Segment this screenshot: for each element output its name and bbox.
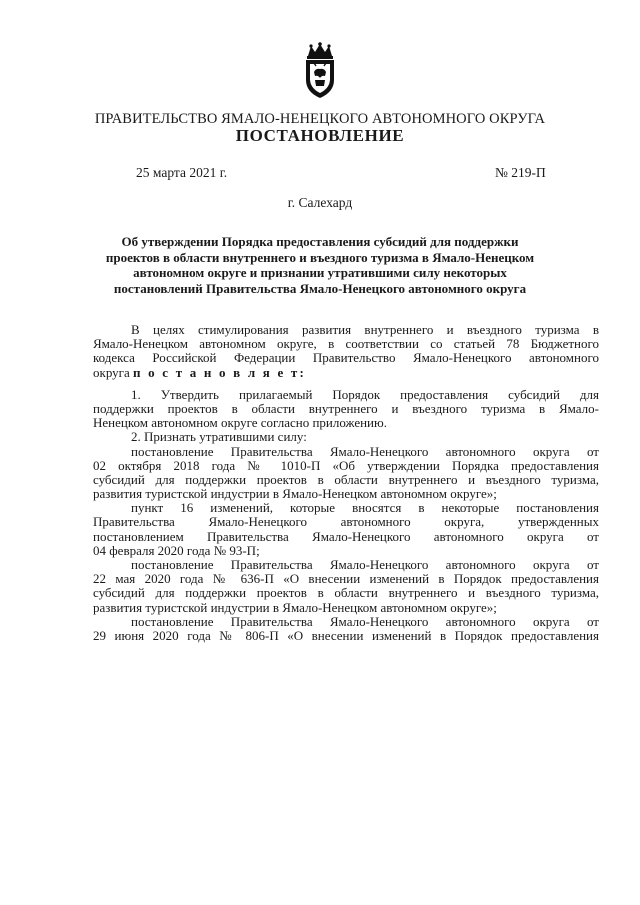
body-line: поддержки проектов в области внутреннего и въездного туризма в Ямало- xyxy=(93,400,599,416)
coat-of-arms-icon xyxy=(300,42,340,100)
document-date: 25 марта 2021 г. xyxy=(136,165,228,180)
heading-line: Об утверждении Порядка предоставления субсидий для поддержки xyxy=(121,234,519,249)
heading-line: автономном округе и признании утратившими силу некоторых xyxy=(133,265,507,280)
body-line: 29 июня 2020 года № 806-П «О внесении изменений в Порядок предоставления xyxy=(93,627,599,643)
body-line: Ненецком автономном округе согласно приложению. xyxy=(93,415,387,431)
document-city: г. Салехард xyxy=(287,195,353,210)
body-line: 04 февраля 2020 года № 93-П; xyxy=(93,542,260,558)
body-line: Ямало-Ненецком автономном округе, в соответствии со статьей 78 Бюджетного xyxy=(93,336,599,352)
body-line: развития туристской индустрии в Ямало-Ненецком автономном округе»; xyxy=(93,486,497,502)
body-line: субсидий для поддержки проектов в области внутреннего и въездного туризма, xyxy=(93,585,599,601)
document-heading xyxy=(96,234,544,296)
body-line: развития туристской индустрии в Ямало-Ненецком автономном округе»; xyxy=(93,599,497,615)
body-line: 1. Утвердить прилагаемый Порядок предоставления субсидий для xyxy=(131,386,599,402)
resolves-word: п о с т а н о в л я е т: xyxy=(133,364,307,380)
body-line: постановление Правительства Ямало-Ненецкого автономного округа от xyxy=(131,443,599,459)
body-line xyxy=(93,366,599,380)
heading-line: постановлений Правительства Ямало-Ненецкого автономного округа xyxy=(113,280,527,296)
government-name: ПРАВИТЕЛЬСТВО ЯМАЛО-НЕНЕЦКОГО АВТОНОМНОГО ОКРУГА xyxy=(94,111,546,127)
document-body xyxy=(93,323,599,643)
body-line: субсидий для поддержки проектов в области внутреннего и въездного туризма, xyxy=(93,471,599,487)
body-line: Правительства Ямало-Ненецкого автономного округа, утвержденных xyxy=(93,514,599,530)
body-line: 22 мая 2020 года № 636-П «О внесении изменений в Порядок предоставления xyxy=(93,571,599,587)
preamble-end: округа xyxy=(93,364,130,380)
heading-line: проектов в области внутреннего и въездного туризма в Ямало-Ненецком xyxy=(105,249,535,265)
body-line: постановление Правительства Ямало-Ненецкого автономного округа от xyxy=(131,613,599,629)
document-number: № 219-П xyxy=(495,165,546,180)
body-line: постановление Правительства Ямало-Ненецкого автономного округа от xyxy=(131,557,599,572)
body-line: В целях стимулирования развития внутреннего и въездного туризма в xyxy=(131,322,599,337)
document-type: ПОСТАНОВЛЕНИЕ xyxy=(235,126,405,145)
body-line: 2. Признать утратившими силу: xyxy=(131,429,307,445)
body-line: постановлением Правительства Ямало-Ненецкого автономного округа от xyxy=(93,528,599,544)
body-line: 02 октября 2018 года № 1010-П «Об утверждении Порядка предоставления xyxy=(93,457,599,473)
body-line: кодекса Российской Федерации Правительство Ямало-Ненецкого автономного xyxy=(93,350,599,366)
body-line: пункт 16 изменений, которые вносятся в некоторые постановления xyxy=(131,500,599,516)
